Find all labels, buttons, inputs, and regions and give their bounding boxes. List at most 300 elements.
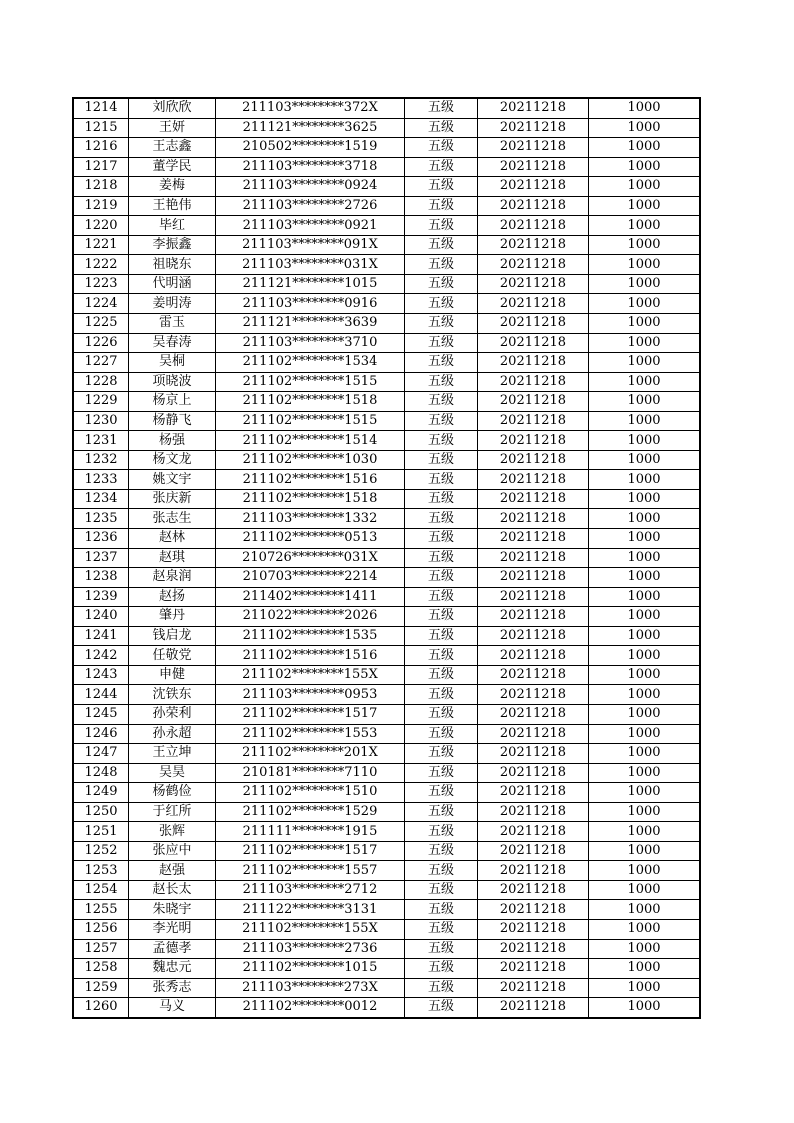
cell-level: 五级 bbox=[405, 802, 478, 822]
cell-amount: 1000 bbox=[589, 196, 701, 216]
cell-amount: 1000 bbox=[589, 607, 701, 627]
cell-level: 五级 bbox=[405, 333, 478, 353]
cell-level: 五级 bbox=[405, 548, 478, 568]
cell-date: 20211218 bbox=[478, 372, 589, 392]
cell-level: 五级 bbox=[405, 607, 478, 627]
cell-amount: 1000 bbox=[589, 939, 701, 959]
cell-number: 1253 bbox=[73, 861, 129, 881]
table-row bbox=[73, 919, 700, 939]
table-row bbox=[73, 196, 700, 216]
cell-level: 五级 bbox=[405, 959, 478, 979]
cell-name: 赵扬 bbox=[129, 587, 216, 607]
cell-name: 姜梅 bbox=[129, 177, 216, 197]
table-row bbox=[73, 333, 700, 353]
table-row bbox=[73, 509, 700, 529]
cell-level: 五级 bbox=[405, 489, 478, 509]
cell-number: 1231 bbox=[73, 431, 129, 451]
cell-amount: 1000 bbox=[589, 177, 701, 197]
cell-number: 1216 bbox=[73, 138, 129, 158]
cell-number: 1230 bbox=[73, 411, 129, 431]
cell-id-number: 211102********1535 bbox=[216, 626, 405, 646]
cell-name: 钱启龙 bbox=[129, 626, 216, 646]
cell-name: 杨京上 bbox=[129, 392, 216, 412]
cell-amount: 1000 bbox=[589, 783, 701, 803]
cell-level: 五级 bbox=[405, 450, 478, 470]
cell-date: 20211218 bbox=[478, 235, 589, 255]
cell-name: 赵长太 bbox=[129, 880, 216, 900]
cell-date: 20211218 bbox=[478, 959, 589, 979]
cell-number: 1248 bbox=[73, 763, 129, 783]
cell-number: 1233 bbox=[73, 470, 129, 490]
cell-amount: 1000 bbox=[589, 255, 701, 275]
cell-date: 20211218 bbox=[478, 607, 589, 627]
table-body bbox=[73, 98, 700, 1018]
table-row bbox=[73, 978, 700, 998]
cell-date: 20211218 bbox=[478, 489, 589, 509]
cell-number: 1236 bbox=[73, 529, 129, 549]
table-row bbox=[73, 959, 700, 979]
cell-id-number: 211102********155X bbox=[216, 665, 405, 685]
cell-amount: 1000 bbox=[589, 744, 701, 764]
cell-name: 王艳伟 bbox=[129, 196, 216, 216]
cell-number: 1257 bbox=[73, 939, 129, 959]
cell-date: 20211218 bbox=[478, 919, 589, 939]
cell-number: 1214 bbox=[73, 98, 129, 118]
table-row bbox=[73, 724, 700, 744]
cell-amount: 1000 bbox=[589, 431, 701, 451]
cell-number: 1217 bbox=[73, 157, 129, 177]
cell-amount: 1000 bbox=[589, 470, 701, 490]
cell-number: 1239 bbox=[73, 587, 129, 607]
cell-id-number: 211102********201X bbox=[216, 744, 405, 764]
table-row bbox=[73, 704, 700, 724]
table-row bbox=[73, 411, 700, 431]
cell-amount: 1000 bbox=[589, 98, 701, 118]
cell-amount: 1000 bbox=[589, 392, 701, 412]
table-row bbox=[73, 587, 700, 607]
cell-amount: 1000 bbox=[589, 353, 701, 373]
cell-date: 20211218 bbox=[478, 431, 589, 451]
cell-level: 五级 bbox=[405, 587, 478, 607]
cell-date: 20211218 bbox=[478, 470, 589, 490]
cell-id-number: 211103********372X bbox=[216, 98, 405, 118]
cell-date: 20211218 bbox=[478, 509, 589, 529]
cell-level: 五级 bbox=[405, 470, 478, 490]
table-row bbox=[73, 783, 700, 803]
cell-date: 20211218 bbox=[478, 294, 589, 314]
cell-number: 1227 bbox=[73, 353, 129, 373]
cell-level: 五级 bbox=[405, 861, 478, 881]
cell-name: 赵泉润 bbox=[129, 568, 216, 588]
cell-date: 20211218 bbox=[478, 157, 589, 177]
table-row bbox=[73, 294, 700, 314]
cell-name: 王妍 bbox=[129, 118, 216, 138]
cell-name: 孙永超 bbox=[129, 724, 216, 744]
cell-level: 五级 bbox=[405, 744, 478, 764]
cell-number: 1228 bbox=[73, 372, 129, 392]
cell-id-number: 211121********3625 bbox=[216, 118, 405, 138]
table-row bbox=[73, 646, 700, 666]
cell-level: 五级 bbox=[405, 822, 478, 842]
cell-name: 杨静飞 bbox=[129, 411, 216, 431]
cell-level: 五级 bbox=[405, 411, 478, 431]
cell-name: 吴春涛 bbox=[129, 333, 216, 353]
cell-name: 李光明 bbox=[129, 919, 216, 939]
cell-id-number: 210726********031X bbox=[216, 548, 405, 568]
cell-id-number: 211103********091X bbox=[216, 235, 405, 255]
cell-level: 五级 bbox=[405, 529, 478, 549]
cell-level: 五级 bbox=[405, 314, 478, 334]
cell-level: 五级 bbox=[405, 274, 478, 294]
cell-number: 1245 bbox=[73, 704, 129, 724]
table-row bbox=[73, 744, 700, 764]
cell-amount: 1000 bbox=[589, 998, 701, 1018]
cell-name: 杨强 bbox=[129, 431, 216, 451]
cell-number: 1223 bbox=[73, 274, 129, 294]
cell-date: 20211218 bbox=[478, 939, 589, 959]
cell-name: 姜明涛 bbox=[129, 294, 216, 314]
cell-date: 20211218 bbox=[478, 529, 589, 549]
cell-number: 1247 bbox=[73, 744, 129, 764]
cell-amount: 1000 bbox=[589, 822, 701, 842]
cell-amount: 1000 bbox=[589, 235, 701, 255]
cell-id-number: 211102********1517 bbox=[216, 841, 405, 861]
cell-level: 五级 bbox=[405, 919, 478, 939]
cell-amount: 1000 bbox=[589, 841, 701, 861]
cell-name: 项晓波 bbox=[129, 372, 216, 392]
cell-id-number: 211102********1030 bbox=[216, 450, 405, 470]
cell-amount: 1000 bbox=[589, 587, 701, 607]
cell-amount: 1000 bbox=[589, 626, 701, 646]
cell-amount: 1000 bbox=[589, 919, 701, 939]
cell-name: 姚文宇 bbox=[129, 470, 216, 490]
cell-number: 1243 bbox=[73, 665, 129, 685]
cell-number: 1255 bbox=[73, 900, 129, 920]
cell-amount: 1000 bbox=[589, 861, 701, 881]
cell-level: 五级 bbox=[405, 177, 478, 197]
cell-name: 于红所 bbox=[129, 802, 216, 822]
cell-amount: 1000 bbox=[589, 489, 701, 509]
cell-number: 1244 bbox=[73, 685, 129, 705]
cell-amount: 1000 bbox=[589, 411, 701, 431]
cell-level: 五级 bbox=[405, 294, 478, 314]
cell-amount: 1000 bbox=[589, 724, 701, 744]
cell-name: 申健 bbox=[129, 665, 216, 685]
cell-name: 张应中 bbox=[129, 841, 216, 861]
cell-number: 1224 bbox=[73, 294, 129, 314]
cell-number: 1235 bbox=[73, 509, 129, 529]
table-row bbox=[73, 548, 700, 568]
cell-number: 1260 bbox=[73, 998, 129, 1018]
cell-id-number: 210181********7110 bbox=[216, 763, 405, 783]
cell-amount: 1000 bbox=[589, 665, 701, 685]
cell-id-number: 211102********155X bbox=[216, 919, 405, 939]
cell-level: 五级 bbox=[405, 157, 478, 177]
cell-name: 赵林 bbox=[129, 529, 216, 549]
cell-name: 张志生 bbox=[129, 509, 216, 529]
cell-date: 20211218 bbox=[478, 880, 589, 900]
cell-number: 1249 bbox=[73, 783, 129, 803]
cell-date: 20211218 bbox=[478, 978, 589, 998]
table-row bbox=[73, 98, 700, 118]
cell-amount: 1000 bbox=[589, 880, 701, 900]
cell-id-number: 211102********0012 bbox=[216, 998, 405, 1018]
cell-number: 1242 bbox=[73, 646, 129, 666]
table-row bbox=[73, 685, 700, 705]
cell-date: 20211218 bbox=[478, 704, 589, 724]
cell-number: 1256 bbox=[73, 919, 129, 939]
cell-amount: 1000 bbox=[589, 685, 701, 705]
table-row bbox=[73, 157, 700, 177]
cell-amount: 1000 bbox=[589, 216, 701, 236]
cell-id-number: 211102********1516 bbox=[216, 646, 405, 666]
cell-id-number: 211121********1015 bbox=[216, 274, 405, 294]
cell-date: 20211218 bbox=[478, 744, 589, 764]
cell-level: 五级 bbox=[405, 783, 478, 803]
cell-number: 1222 bbox=[73, 255, 129, 275]
cell-name: 赵强 bbox=[129, 861, 216, 881]
table-row bbox=[73, 235, 700, 255]
cell-number: 1219 bbox=[73, 196, 129, 216]
table-row bbox=[73, 626, 700, 646]
cell-date: 20211218 bbox=[478, 314, 589, 334]
cell-amount: 1000 bbox=[589, 450, 701, 470]
cell-id-number: 211103********273X bbox=[216, 978, 405, 998]
cell-id-number: 211102********1515 bbox=[216, 372, 405, 392]
cell-number: 1226 bbox=[73, 333, 129, 353]
cell-level: 五级 bbox=[405, 235, 478, 255]
cell-number: 1241 bbox=[73, 626, 129, 646]
cell-amount: 1000 bbox=[589, 704, 701, 724]
cell-date: 20211218 bbox=[478, 626, 589, 646]
cell-id-number: 211102********1557 bbox=[216, 861, 405, 881]
cell-date: 20211218 bbox=[478, 274, 589, 294]
cell-date: 20211218 bbox=[478, 177, 589, 197]
cell-date: 20211218 bbox=[478, 998, 589, 1018]
cell-amount: 1000 bbox=[589, 529, 701, 549]
table-row bbox=[73, 470, 700, 490]
cell-date: 20211218 bbox=[478, 98, 589, 118]
cell-level: 五级 bbox=[405, 685, 478, 705]
cell-id-number: 211102********1529 bbox=[216, 802, 405, 822]
cell-number: 1215 bbox=[73, 118, 129, 138]
cell-name: 杨文龙 bbox=[129, 450, 216, 470]
cell-name: 吴桐 bbox=[129, 353, 216, 373]
cell-id-number: 211102********0513 bbox=[216, 529, 405, 549]
cell-name: 吴昊 bbox=[129, 763, 216, 783]
table-row bbox=[73, 138, 700, 158]
table-row bbox=[73, 255, 700, 275]
cell-name: 雷玉 bbox=[129, 314, 216, 334]
table-row bbox=[73, 216, 700, 236]
cell-date: 20211218 bbox=[478, 568, 589, 588]
cell-id-number: 211102********1516 bbox=[216, 470, 405, 490]
cell-number: 1237 bbox=[73, 548, 129, 568]
cell-id-number: 211103********1332 bbox=[216, 509, 405, 529]
cell-name: 张秀志 bbox=[129, 978, 216, 998]
cell-date: 20211218 bbox=[478, 118, 589, 138]
cell-level: 五级 bbox=[405, 509, 478, 529]
cell-amount: 1000 bbox=[589, 509, 701, 529]
cell-id-number: 211103********2726 bbox=[216, 196, 405, 216]
cell-number: 1220 bbox=[73, 216, 129, 236]
cell-date: 20211218 bbox=[478, 685, 589, 705]
cell-id-number: 211103********0924 bbox=[216, 177, 405, 197]
cell-name: 张庆新 bbox=[129, 489, 216, 509]
data-table bbox=[72, 97, 701, 1019]
table-row bbox=[73, 900, 700, 920]
cell-amount: 1000 bbox=[589, 157, 701, 177]
cell-amount: 1000 bbox=[589, 959, 701, 979]
cell-date: 20211218 bbox=[478, 138, 589, 158]
cell-name: 王立坤 bbox=[129, 744, 216, 764]
cell-name: 朱晓宇 bbox=[129, 900, 216, 920]
cell-level: 五级 bbox=[405, 763, 478, 783]
table-row bbox=[73, 665, 700, 685]
cell-date: 20211218 bbox=[478, 392, 589, 412]
table-row bbox=[73, 118, 700, 138]
table-row bbox=[73, 431, 700, 451]
cell-level: 五级 bbox=[405, 353, 478, 373]
cell-amount: 1000 bbox=[589, 294, 701, 314]
cell-level: 五级 bbox=[405, 118, 478, 138]
cell-date: 20211218 bbox=[478, 861, 589, 881]
table-row bbox=[73, 861, 700, 881]
cell-level: 五级 bbox=[405, 626, 478, 646]
cell-id-number: 211102********1515 bbox=[216, 411, 405, 431]
cell-name: 祖晓东 bbox=[129, 255, 216, 275]
cell-id-number: 211102********1514 bbox=[216, 431, 405, 451]
cell-level: 五级 bbox=[405, 196, 478, 216]
cell-amount: 1000 bbox=[589, 314, 701, 334]
cell-id-number: 211102********1518 bbox=[216, 392, 405, 412]
cell-level: 五级 bbox=[405, 900, 478, 920]
cell-name: 刘欣欣 bbox=[129, 98, 216, 118]
cell-id-number: 211102********1510 bbox=[216, 783, 405, 803]
table-row bbox=[73, 607, 700, 627]
cell-date: 20211218 bbox=[478, 724, 589, 744]
table-row bbox=[73, 450, 700, 470]
cell-date: 20211218 bbox=[478, 802, 589, 822]
cell-id-number: 211102********1518 bbox=[216, 489, 405, 509]
cell-amount: 1000 bbox=[589, 548, 701, 568]
cell-level: 五级 bbox=[405, 665, 478, 685]
cell-number: 1259 bbox=[73, 978, 129, 998]
cell-name: 马义 bbox=[129, 998, 216, 1018]
cell-amount: 1000 bbox=[589, 372, 701, 392]
table-row bbox=[73, 939, 700, 959]
table-row bbox=[73, 177, 700, 197]
cell-name: 魏忠元 bbox=[129, 959, 216, 979]
cell-number: 1250 bbox=[73, 802, 129, 822]
cell-date: 20211218 bbox=[478, 450, 589, 470]
cell-id-number: 211022********2026 bbox=[216, 607, 405, 627]
table-row bbox=[73, 880, 700, 900]
cell-name: 董学民 bbox=[129, 157, 216, 177]
cell-date: 20211218 bbox=[478, 763, 589, 783]
cell-id-number: 211122********3131 bbox=[216, 900, 405, 920]
cell-id-number: 211111********1915 bbox=[216, 822, 405, 842]
table-row bbox=[73, 314, 700, 334]
cell-number: 1218 bbox=[73, 177, 129, 197]
cell-name: 任敬党 bbox=[129, 646, 216, 666]
cell-number: 1246 bbox=[73, 724, 129, 744]
cell-id-number: 211103********0916 bbox=[216, 294, 405, 314]
cell-amount: 1000 bbox=[589, 274, 701, 294]
cell-id-number: 210703********2214 bbox=[216, 568, 405, 588]
cell-name: 孙荣利 bbox=[129, 704, 216, 724]
cell-number: 1221 bbox=[73, 235, 129, 255]
cell-number: 1252 bbox=[73, 841, 129, 861]
cell-amount: 1000 bbox=[589, 802, 701, 822]
cell-number: 1232 bbox=[73, 450, 129, 470]
cell-name: 杨鹤俭 bbox=[129, 783, 216, 803]
cell-id-number: 211102********1534 bbox=[216, 353, 405, 373]
cell-level: 五级 bbox=[405, 646, 478, 666]
cell-level: 五级 bbox=[405, 98, 478, 118]
cell-name: 孟德孝 bbox=[129, 939, 216, 959]
cell-level: 五级 bbox=[405, 372, 478, 392]
table-row bbox=[73, 529, 700, 549]
table-row bbox=[73, 274, 700, 294]
cell-date: 20211218 bbox=[478, 587, 589, 607]
cell-name: 毕红 bbox=[129, 216, 216, 236]
cell-level: 五级 bbox=[405, 216, 478, 236]
cell-level: 五级 bbox=[405, 880, 478, 900]
table-row bbox=[73, 372, 700, 392]
cell-date: 20211218 bbox=[478, 255, 589, 275]
cell-id-number: 211102********1015 bbox=[216, 959, 405, 979]
cell-date: 20211218 bbox=[478, 841, 589, 861]
cell-amount: 1000 bbox=[589, 646, 701, 666]
cell-amount: 1000 bbox=[589, 568, 701, 588]
cell-number: 1240 bbox=[73, 607, 129, 627]
cell-level: 五级 bbox=[405, 841, 478, 861]
cell-level: 五级 bbox=[405, 939, 478, 959]
cell-level: 五级 bbox=[405, 431, 478, 451]
cell-number: 1225 bbox=[73, 314, 129, 334]
cell-date: 20211218 bbox=[478, 548, 589, 568]
cell-level: 五级 bbox=[405, 978, 478, 998]
cell-amount: 1000 bbox=[589, 333, 701, 353]
cell-level: 五级 bbox=[405, 255, 478, 275]
cell-id-number: 211103********2736 bbox=[216, 939, 405, 959]
table-row bbox=[73, 353, 700, 373]
cell-name: 肇丹 bbox=[129, 607, 216, 627]
cell-id-number: 211103********0953 bbox=[216, 685, 405, 705]
cell-amount: 1000 bbox=[589, 763, 701, 783]
cell-date: 20211218 bbox=[478, 646, 589, 666]
cell-amount: 1000 bbox=[589, 900, 701, 920]
cell-level: 五级 bbox=[405, 998, 478, 1018]
table-row bbox=[73, 392, 700, 412]
cell-amount: 1000 bbox=[589, 138, 701, 158]
cell-number: 1234 bbox=[73, 489, 129, 509]
cell-name: 代明涵 bbox=[129, 274, 216, 294]
cell-number: 1254 bbox=[73, 880, 129, 900]
table-row bbox=[73, 763, 700, 783]
cell-date: 20211218 bbox=[478, 665, 589, 685]
cell-level: 五级 bbox=[405, 138, 478, 158]
cell-date: 20211218 bbox=[478, 196, 589, 216]
cell-number: 1258 bbox=[73, 959, 129, 979]
table-row bbox=[73, 802, 700, 822]
cell-id-number: 211402********1411 bbox=[216, 587, 405, 607]
cell-date: 20211218 bbox=[478, 216, 589, 236]
cell-level: 五级 bbox=[405, 724, 478, 744]
table-row bbox=[73, 489, 700, 509]
cell-amount: 1000 bbox=[589, 118, 701, 138]
